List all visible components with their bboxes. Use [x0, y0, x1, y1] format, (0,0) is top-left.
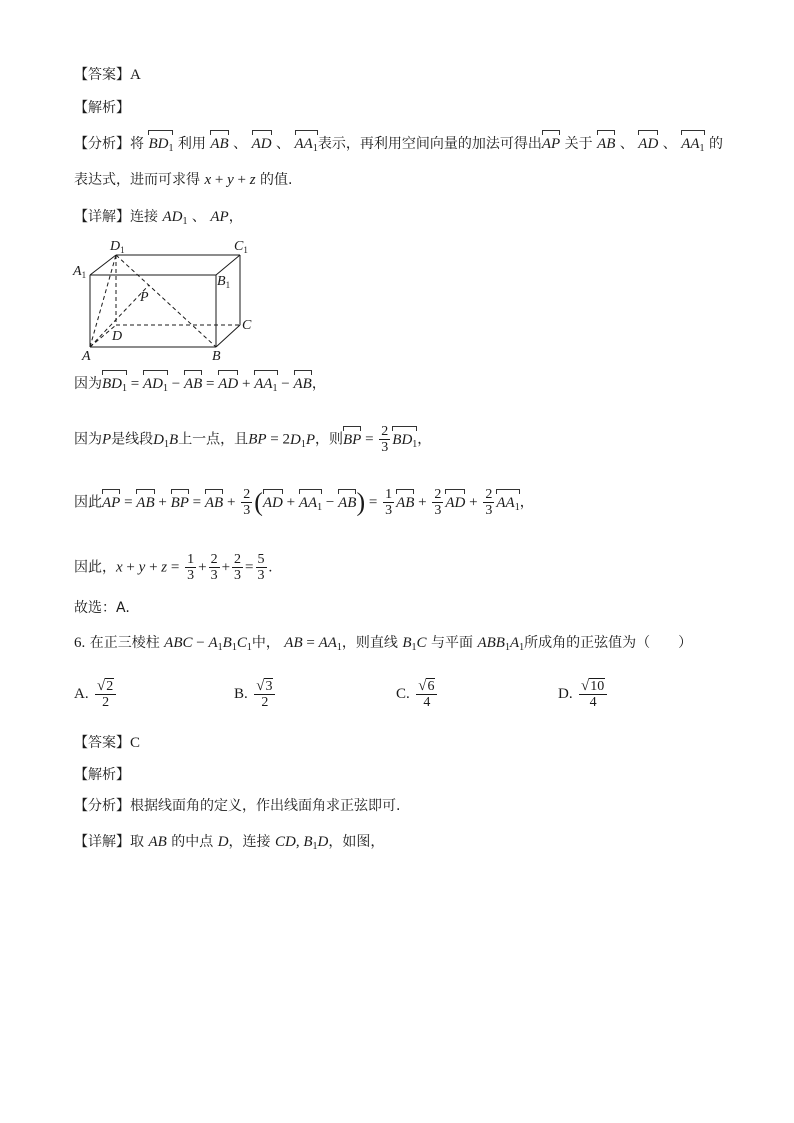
q6-analysis-heading: 【解析】 — [74, 767, 130, 783]
yinci-line-1: 因此AP = AB + BP = AB + $\frac{2}{3}$ $(AD + AA_1 - AB)$ = $\frac{1}{3}$ AB + $\frac{2}{3}$ AD + $\frac{2}{3}$ $AA_1$， — [74, 487, 534, 518]
vector-AP: AP — [541, 136, 561, 152]
xiangjie-tag: 【详解】 — [74, 209, 130, 225]
vector-AD: AD — [251, 136, 272, 152]
label-P: P — [140, 290, 149, 305]
q6-answer-line: 【答案】C — [74, 735, 141, 751]
option-b[interactable]: B. $\frac{√3}{2}$ — [234, 678, 277, 710]
label-A1: $A_1$ — [73, 264, 87, 280]
answer-value: A — [130, 67, 141, 83]
answer-tag: 【答案】 — [74, 67, 130, 83]
label-A: A — [82, 349, 91, 361]
vector-AB: AB — [210, 136, 229, 152]
label-D1: $D_1$ — [110, 239, 125, 255]
analysis-heading: 【解析】 — [74, 100, 130, 116]
yinwei-line-1: 因为$BD_1 = AD_1$ − AB = AD + $AA_1$ − AB， — [74, 375, 326, 398]
vector-BD1: $BD_1$ — [148, 135, 173, 158]
option-c[interactable]: C. $\frac{√6}{4}$ — [396, 678, 439, 710]
vector-AA1: $AA_1$ — [295, 135, 318, 158]
guxuan-line: 故选：A. — [74, 600, 130, 616]
yinwei-line-2: 因为P是线段$D_1B$上一点，且BP = $2D_1P$，则BP = $\frac{2}{3}$ $BD_1$， — [74, 424, 432, 455]
q6-xiangjie-line: 【详解】取 AB 的中点 D，连接 CD, $B_1D$，如图， — [74, 834, 385, 852]
label-B: B — [212, 349, 221, 361]
fenxi-line-2: 表达式，进而可求得 x + y + z 的值. — [74, 172, 293, 188]
option-a[interactable]: A. $\frac{√2}{2}$ — [74, 678, 118, 710]
label-C: C — [242, 318, 252, 333]
yinci-line-2: 因此，x + y + z = $\frac{1}{3}$ + $\frac{2}{3}$ + $\frac{2}{3}$ = $\frac{5}{3}$ . — [74, 552, 273, 583]
fenxi-tag: 【分析】 — [74, 136, 130, 152]
answer-line — [74, 66, 141, 84]
fenxi-line-1: 【分析】将 $BD_1$ 利用 AB 、 AD 、 $AA_1$表示，再利用空间向量的加法可得出AP 关于 AB 、 AD 、 $AA_1$ 的 — [74, 135, 723, 158]
prism-figure — [70, 233, 270, 361]
option-d[interactable]: D. $\frac{√10}{4}$ — [558, 678, 609, 710]
label-B1: $B_1$ — [217, 274, 231, 290]
label-D: D — [112, 329, 123, 344]
question-6: 6. 在正三棱柱 ABC − $A_1B_1C_1$中， AB = $AA_1$，则直线 $B_1C$ 与平面 $ABB_1A_1$所成角的正弦值为（ ） — [74, 635, 693, 653]
q6-fenxi-line: 【分析】根据线面角的定义，作出线面角求正弦即可. — [74, 798, 401, 814]
xiangjie-line: 【详解】连接 $AD_1$ 、 AP， — [74, 209, 243, 227]
label-C1: $C_1$ — [234, 239, 248, 255]
